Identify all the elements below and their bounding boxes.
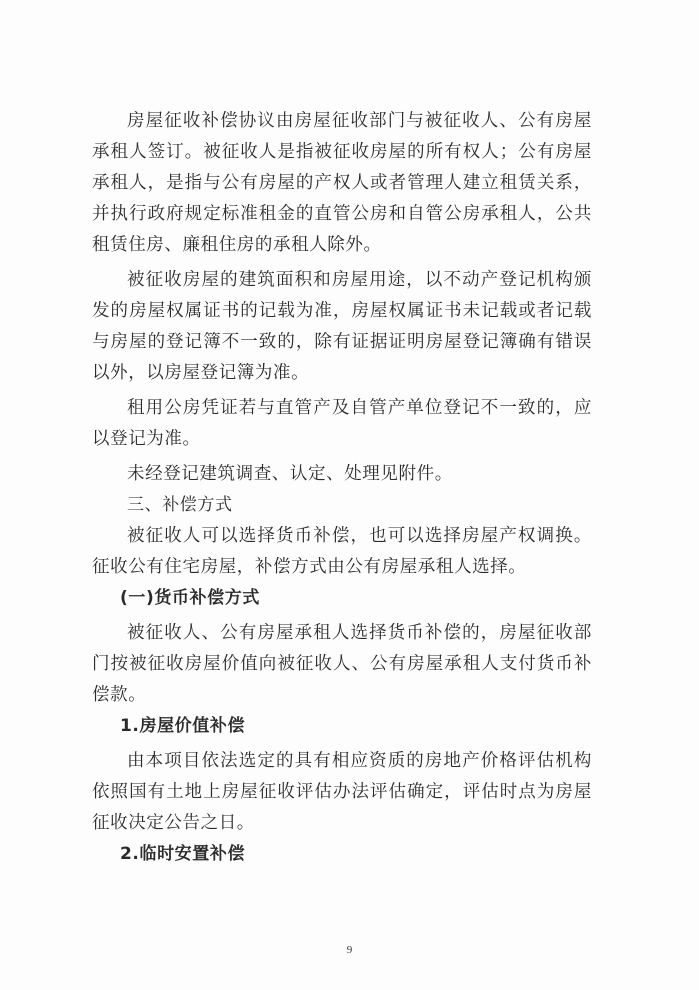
paragraph-monetary-compensation: 被征收人、公有房屋承租人选择货币补偿的，房屋征收部门按被征收房屋价值向被征收人、公有房屋承租人支付货币补偿款。 [92, 623, 592, 705]
item-heading-house-value: 1.房屋价值补偿 [120, 716, 246, 736]
paragraph-house-value: 由本项目依法选定的具有相应资质的房地产价格评估机构依照国有土地上房屋征收评估办法评估确定，评估时点为房屋征收决定公告之日。 [92, 751, 592, 833]
item-heading-temporary-resettlement: 2.临时安置补偿 [120, 844, 246, 864]
page-number: 9 [346, 944, 353, 956]
document-body [92, 106, 592, 870]
subsection-heading-monetary-compensation: (一)货币补偿方式 [120, 588, 260, 608]
paragraph-compensation-options: 被征收人可以选择货币补偿，也可以选择房屋产权调换。征收公有住宅房屋，补偿方式由公有房屋承租人选择。 [92, 526, 592, 577]
section-heading-compensation-method: 三、补偿方式 [127, 495, 233, 515]
paragraph-public-housing-voucher: 租用公房凭证若与直管产及自管产单位登记不一致的，应以登记为准。 [92, 398, 592, 449]
paragraph-building-area: 被征收房屋的建筑面积和房屋用途，以不动产登记机构颁发的房屋权属证书的记载为准，房屋权属证书未记载或者记载与房屋的登记簿不一致的，除有证据证明房屋登记簿确有错误以外，以房屋登记簿为准。 [92, 270, 592, 383]
paragraph-agreement-signing: 房屋征收补偿协议由房屋征收部门与被征收人、公有房屋承租人签订。被征收人是指被征收房屋的所有权人；公有房屋承租人，是指与公有房屋的产权人或者管理人建立租赁关系，并执行政府规定标准租金的直管公房和自管公房承租人，公共租赁住房、廉租住房的承租人除外。 [92, 111, 592, 255]
paragraph-unregistered-buildings: 未经登记建筑调查、认定、处理见附件。 [127, 464, 453, 484]
